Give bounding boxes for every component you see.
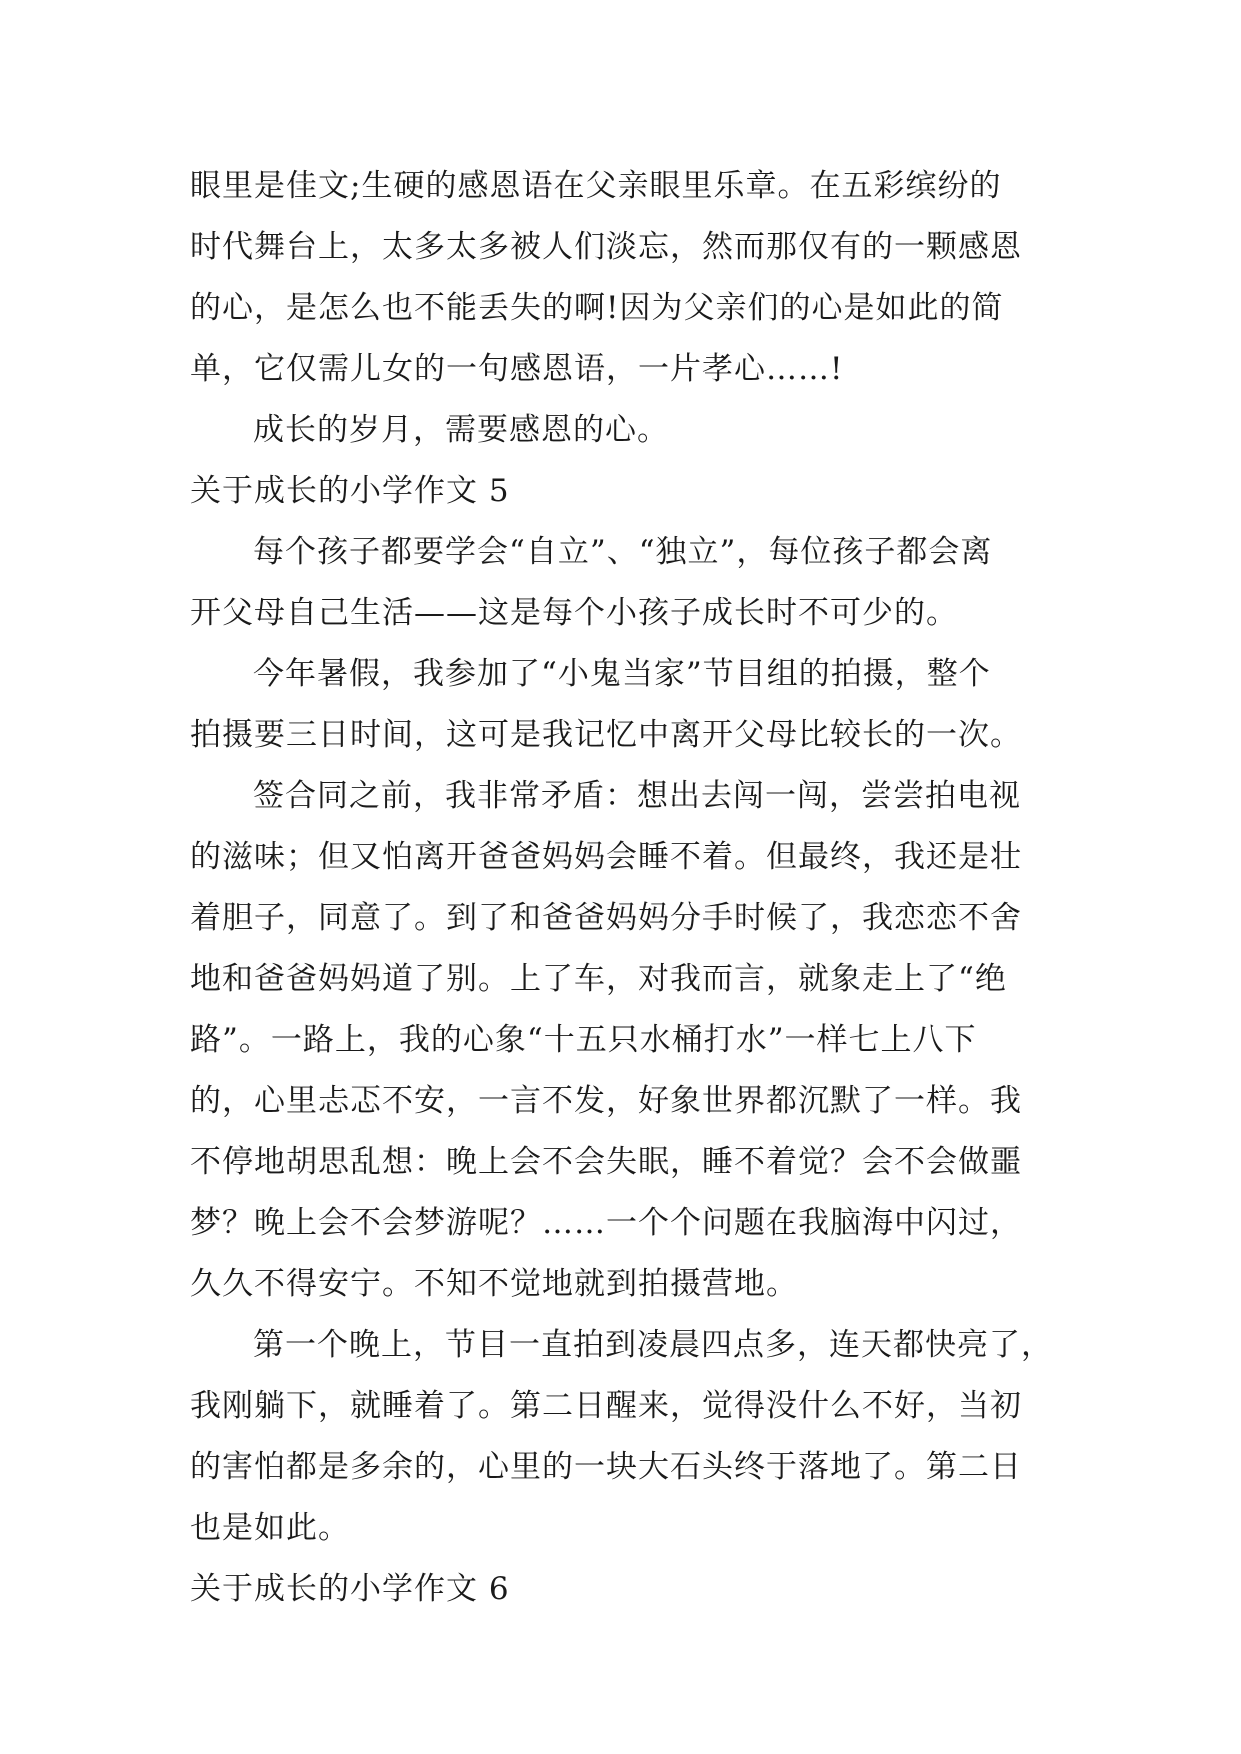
- section-heading: 关于成长的小学作文 5: [190, 473, 510, 509]
- text-line: 的心，是怎么也不能丢失的啊!因为父亲们的心是如此的简: [190, 290, 1004, 326]
- text-line: 时代舞台上，太多太多被人们淡忘，然而那仅有的一颗感恩: [190, 229, 1022, 265]
- text-line: 着胆子，同意了。到了和爸爸妈妈分手时候了，我恋恋不舍: [190, 900, 1022, 936]
- text-line: 不停地胡思乱想：晚上会不会失眠，睡不着觉？会不会做噩: [190, 1144, 1022, 1180]
- text-line: 的害怕都是多余的，心里的一块大石头终于落地了。第二日: [190, 1449, 1022, 1485]
- text-line: 也是如此。: [190, 1510, 350, 1546]
- text-line: 眼里是佳文;生硬的感恩语在父亲眼里乐章。在五彩缤纷的: [190, 168, 1002, 204]
- text-line: 久久不得安宁。不知不觉地就到拍摄营地。: [190, 1266, 798, 1302]
- text-line: 开父母自己生活——这是每个小孩子成长时不可少的。: [190, 595, 958, 631]
- text-line: 每个孩子都要学会“自立”、“独立”，每位孩子都会离: [253, 534, 993, 570]
- text-line: 我刚躺下，就睡着了。第二日醒来，觉得没什么不好，当初: [190, 1388, 1022, 1424]
- document-body: [190, 156, 1060, 1620]
- text-line: 单，它仅需儿女的一句感恩语，一片孝心……!: [190, 351, 844, 387]
- text-line: 地和爸爸妈妈道了别。上了车，对我而言，就象走上了“绝: [190, 961, 1007, 997]
- text-line: 第一个晚上，节目一直拍到凌晨四点多，连天都快亮了，: [253, 1327, 1053, 1363]
- text-line: 的滋味；但又怕离开爸爸妈妈会睡不着。但最终，我还是壮: [190, 839, 1022, 875]
- text-line: 路”。一路上，我的心象“十五只水桶打水”一样七上八下: [190, 1022, 977, 1058]
- text-line: 签合同之前，我非常矛盾：想出去闯一闯，尝尝拍电视: [253, 778, 1021, 814]
- text-line: 成长的岁月，需要感恩的心。: [253, 412, 669, 448]
- text-line: 的，心里忐忑不安，一言不发，好象世界都沉默了一样。我: [190, 1083, 1022, 1119]
- section-heading: 关于成长的小学作文 6: [190, 1571, 510, 1607]
- text-line: 拍摄要三日时间，这可是我记忆中离开父母比较长的一次。: [190, 717, 1022, 753]
- text-line: 梦？晚上会不会梦游呢？……一个个问题在我脑海中闪过，: [190, 1205, 1022, 1241]
- text-line: 今年暑假，我参加了“小鬼当家”节目组的拍摄，整个: [253, 656, 991, 692]
